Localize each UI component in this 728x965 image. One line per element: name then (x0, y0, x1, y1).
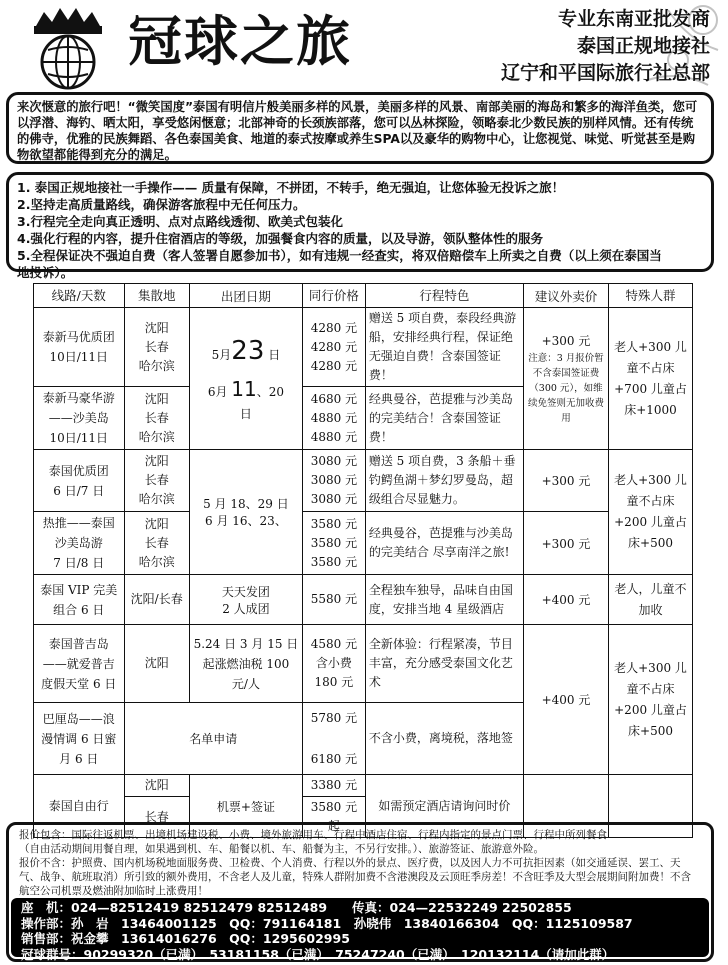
price-cell: 3580 元起 (302, 797, 365, 838)
price: 4880 元 (310, 429, 358, 444)
sell-price-cell: +300 元 (523, 512, 608, 575)
col-sell-price: 建议外卖价 (523, 284, 608, 308)
route-cell: 泰国 VIP 完美组合 6 日 (34, 575, 125, 625)
price: 3580 元 (310, 554, 358, 569)
route-cell (34, 308, 125, 387)
price: 3080 元 (310, 473, 358, 487)
sell-price-cell: +400 元 (523, 575, 608, 625)
route-name: 热推——泰国 (42, 516, 115, 530)
table-row (34, 775, 693, 797)
table-header-row (34, 284, 693, 308)
sell-price-cell: +300 元 (523, 450, 608, 512)
date-text: 日 (239, 406, 252, 421)
city: 沈阳 (144, 391, 169, 406)
date-text: 5 月 18、29 日 (203, 497, 289, 511)
sell-price-cell: +400 元 (523, 625, 608, 775)
price-note: 含小费 (315, 656, 352, 670)
departure-cell (124, 308, 189, 387)
route-cell: 泰国自由行 (34, 775, 125, 838)
feature-cell: 经典曼谷，芭提雅与沙美岛的完美结合！含泰国签证费！ (365, 387, 523, 450)
city: 哈尔滨 (138, 554, 175, 569)
city: 沈阳 (144, 516, 169, 531)
date-cell (189, 308, 302, 450)
price-cell: 5580 元 (302, 575, 365, 625)
contact-sales: 销售部：祝金攀 13614016276 QQ：1295602995 (21, 931, 350, 946)
feature-4: 4.强化行程的内容，提升住宿酒店的等级，加强餐食内容的质量，以及导游，领队整体性的服务 (17, 231, 543, 246)
date-cell: 5.24 日 3 月 15 日起涨燃油税 100 元/人 (189, 625, 302, 703)
special-cell: 老人+300 儿童不占床+200 儿童占床+500 (609, 625, 693, 775)
feature-cell: 如需预定酒店请询问时价 (365, 775, 523, 838)
departure-cell (124, 387, 189, 450)
col-price: 同行价格 (302, 284, 365, 308)
city: 长春 (144, 339, 169, 354)
feature-3: 3.行程完全走向真正透明、点对点路线透彻、欧美式包装化 (17, 214, 343, 229)
date-cell (189, 575, 302, 625)
route-name: 泰新马豪华游 (42, 391, 115, 405)
price-cell (302, 308, 365, 387)
route-cell: 巴厘岛——浪漫情调 6 日蜜月 6 日 (34, 703, 125, 775)
feature-2: 2.坚持走高质量路线，确保游客旅程中无任何压力。 (17, 197, 306, 212)
price-cell (302, 625, 365, 703)
feature-5-cont: 地投诉）。 (17, 265, 74, 280)
city: 哈尔滨 (138, 429, 175, 444)
footer-box (6, 822, 714, 962)
feature-cell: 全程独车独导，品味自由国度，安排当地 4 星级酒店 (365, 575, 523, 625)
departure-cell: 沈阳/长春 (124, 575, 189, 625)
route-cell (34, 387, 125, 450)
special-cell: 老人+300 儿童不占床+200 儿童占床+500 (609, 450, 693, 575)
note-excludes: 报价不含：护照费、国内机场税地面服务费、卫检费、个人消费、行程以外的景点、医疗费，以及因人力不可抗拒因素（如交通延误、罢工、天气、战争、航班取消）所引致的额外费用，不含老人及儿童，特殊人群附加费不含港澳段及云顶旺季房差！不含旺季及大型会展期间附加费！不含航空公司机票及燃油附加临时上涨费用！ (19, 857, 691, 897)
note-includes: 报价包含：国际往返机票、出境机场建设税、小费、境外旅游用车、行程中酒店住宿、行程内指定的景点门票、行程中所列餐食 (19, 829, 607, 841)
city: 长春 (144, 473, 169, 487)
route-days: 10日/11日 (49, 350, 109, 364)
note-includes-cont: （自由活动期间用餐自理，如果遇到机、车、船餐以机、车、船餐为主，不另行安排。）、旅游签证、旅游意外险。 (19, 843, 544, 855)
price: 4280 元 (310, 320, 358, 335)
table-row (34, 625, 693, 703)
price-notes (9, 825, 711, 901)
route-days: 10日/11日 (49, 431, 109, 445)
price: 4680 元 (310, 391, 358, 406)
feature-1: 1. 泰国正规地接社一手操作—— 质量有保障，不拼团，不转手，绝无强迫，让您体验无投诉之旅！ (17, 180, 565, 195)
feature-cell: 经典曼谷，芭提雅与沙美岛的完美结合 尽享南洋之旅! (365, 512, 523, 575)
departure-cell: 沈阳 (124, 775, 189, 797)
contact-phone: 座 机：024—82512419 82512479 82512489 传真：024—22532249 22502855 (21, 900, 572, 915)
special-cell: 老人，儿童不加收 (609, 575, 693, 625)
departure-cell (124, 450, 189, 512)
date-text: 6 月 16、23、 (205, 514, 287, 528)
contact-groups: 冠球群号：90299320（已满） 53181158（已满） 75247240（已满） 120132114（请加此群） (21, 946, 615, 962)
taglines (501, 6, 710, 87)
col-features: 行程特色 (365, 284, 523, 308)
date-number: 11 (231, 376, 257, 401)
price: 4880 元 (310, 410, 358, 425)
route-sub: ——沙美岛 (48, 411, 109, 425)
price: 180 元 (314, 675, 354, 689)
price: 5780 元 (310, 710, 358, 725)
sell-price: +300 元 (541, 333, 591, 348)
city: 长春 (144, 535, 169, 550)
table-row (34, 575, 693, 625)
date-text: 6月 (207, 384, 228, 399)
price-cell (302, 387, 365, 450)
city: 沈阳 (144, 454, 169, 468)
tour-price-table (33, 283, 693, 838)
sell-price-cell (523, 308, 608, 450)
page-header (0, 0, 728, 92)
route-days: 6 日/7 日 (53, 483, 105, 498)
date-cell (189, 450, 302, 575)
date-cell: 名单申请 (124, 703, 302, 775)
contact-panel (11, 898, 709, 962)
table-row (34, 308, 693, 387)
price-cell (302, 703, 365, 775)
feature-cell: 不含小费，离境税，落地签 (365, 703, 523, 775)
price: 3580 元 (310, 516, 358, 531)
col-date: 出团日期 (189, 284, 302, 308)
feature-cell: 赠送 5 项自费，3 条船＋垂钓鳄鱼湖＋梦幻罗曼岛，超级组合尽显魅力。 (365, 450, 523, 512)
col-departure: 集散地 (124, 284, 189, 308)
city: 长春 (144, 410, 169, 425)
price-cell: 3380 元 (302, 775, 365, 797)
price: 3580 元 (310, 535, 358, 550)
city: 哈尔滨 (138, 358, 175, 373)
route-cell (34, 512, 125, 575)
tagline-3: 辽宁和平国际旅行社总部 (500, 62, 710, 84)
price: 4280 元 (310, 358, 358, 373)
price: 4280 元 (310, 339, 358, 354)
date-text: 、20 (256, 384, 285, 399)
date-text: 5月 (211, 347, 232, 362)
tagline-1: 专业东南亚批发商 (557, 8, 710, 30)
city: 哈尔滨 (138, 492, 175, 506)
tagline-2: 泰国正规地接社 (576, 35, 710, 57)
col-special: 特殊人群 (609, 284, 693, 308)
price-cell (302, 512, 365, 575)
intro-text: 来次惬意的旅行吧！“微笑国度”泰国有明信片般美丽多样的风景，美丽多样的风景、南部美丽的海岛和繁多的海洋鱼类，您可以浮潜、海钓、晒太阳，享受悠闲惬意；北部神奇的长颈族部落，您可以丛林探险，领略泰北少数民族的别样风情。还有传统的佛寺，优雅的民族舞蹈、各色泰国美食、地道的泰式按摩或养生SPA以及豪华的购物中心，让您视觉、味觉、听觉甚至是购物欲望都能得到充分的满足。 (17, 100, 698, 162)
visa-note: 注意：3 月报价暂不含泰国签证费（300 元），如维续免签则无加收费用 (527, 352, 604, 424)
route-cell (34, 450, 125, 512)
price: 4580 元 (310, 637, 358, 651)
departure-cell: 沈阳 (124, 625, 189, 703)
features-box (6, 172, 714, 280)
table-row (34, 450, 693, 512)
price: 3080 元 (310, 492, 358, 506)
date-cell: 机票+签证 (189, 775, 302, 838)
feature-cell: 全新体验：行程紧凑，节目丰富，充分感受泰国文化艺术 (365, 625, 523, 703)
departure-cell (124, 512, 189, 575)
route-cell: 泰国普吉岛——就爱普吉度假天堂 6 日 (34, 625, 125, 703)
departure-cell: 长春 (124, 797, 189, 838)
date-text: 2 人成团 (222, 601, 270, 616)
col-route: 线路/天数 (34, 284, 125, 308)
price: 6180 元 (310, 751, 358, 766)
brand-title: 冠球之旅 (128, 9, 352, 73)
route-days: 7 日/8 日 (53, 556, 105, 570)
intro-box (6, 92, 714, 164)
date-number: 23 (231, 335, 265, 366)
table-row (34, 512, 693, 575)
route-name: 泰国优质团 (48, 463, 109, 478)
special-cell: 老人+300 儿童不占床+700 儿童占床+1000 (609, 308, 693, 450)
contact-operations: 操作部：孙 岩 13464001125 QQ：791164181 孙晓伟 13840166304 QQ：1125109587 (21, 915, 633, 931)
date-text: 日 (268, 347, 281, 362)
date-text: 天天发团 (221, 584, 270, 599)
price-cell (302, 450, 365, 512)
feature-5: 5.全程保证决不强迫自费（客人签署自愿参加书），如有违规一经查实，将双倍赔偿车上所卖之自费（以上须在泰国当 (17, 248, 662, 263)
route-name: 泰新马优质团 (42, 330, 115, 344)
city: 沈阳 (144, 320, 169, 335)
route-sub: 沙美岛游 (54, 536, 103, 550)
feature-cell: 赠送 5 项自费，泰段经典游船，安排经典行程，保证绝无强迫自费！含泰国签证费！ (365, 308, 523, 387)
price: 3080 元 (310, 454, 358, 468)
globe-crown-logo-icon (18, 6, 118, 90)
